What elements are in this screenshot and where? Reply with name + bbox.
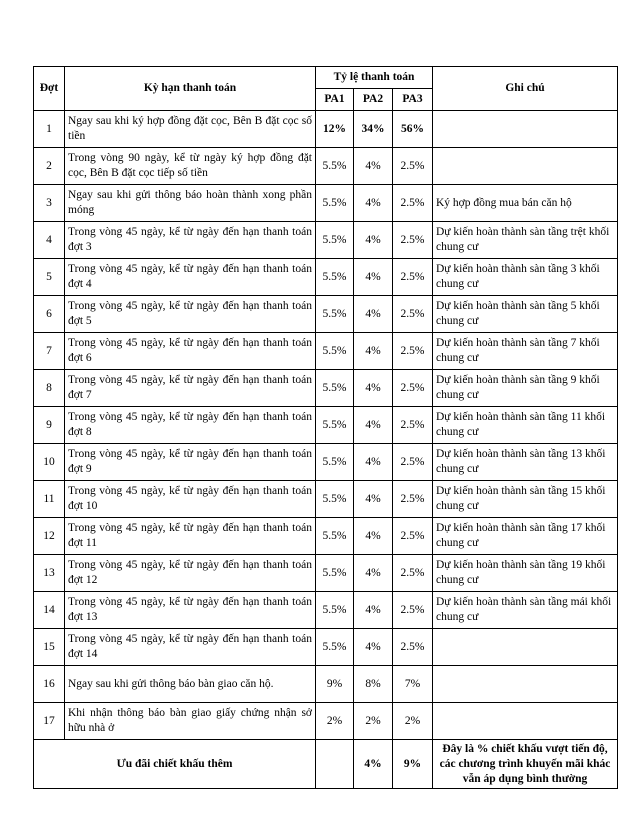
row-pa3: 2.5% — [393, 518, 433, 555]
row-pa3: 2.5% — [393, 259, 433, 296]
header-pa2: PA2 — [354, 89, 393, 111]
row-note: Dự kiến hoàn thành sàn tầng 11 khối chung cư — [433, 407, 618, 444]
table-row — [34, 518, 618, 555]
table-row — [34, 703, 618, 740]
row-pa2: 4% — [354, 259, 393, 296]
row-term: Trong vòng 45 ngày, kể từ ngày đến hạn thanh toán đợt 7 — [65, 370, 316, 407]
header-pa1: PA1 — [316, 89, 354, 111]
header-rate-group: Tỷ lệ thanh toán — [316, 67, 433, 89]
row-dot: 2 — [34, 148, 65, 185]
row-note: Dự kiến hoàn thành sàn tầng trệt khối chung cư — [433, 222, 618, 259]
table-row — [34, 296, 618, 333]
row-term: Trong vòng 45 ngày, kể từ ngày đến hạn thanh toán đợt 11 — [65, 518, 316, 555]
row-pa1: 5.5% — [316, 407, 354, 444]
row-pa1: 5.5% — [316, 333, 354, 370]
row-dot: 6 — [34, 296, 65, 333]
row-pa1: 5.5% — [316, 592, 354, 629]
row-pa3: 2.5% — [393, 148, 433, 185]
row-pa2: 2% — [354, 703, 393, 740]
row-dot: 10 — [34, 444, 65, 481]
row-pa1: 5.5% — [316, 259, 354, 296]
row-dot: 15 — [34, 629, 65, 666]
row-note: Dự kiến hoàn thành sàn tầng 5 khối chung cư — [433, 296, 618, 333]
header-dot: Đợt — [34, 67, 65, 111]
row-term: Ngay sau khi gửi thông báo bàn giao căn hộ. — [65, 666, 316, 703]
row-term: Trong vòng 45 ngày, kể từ ngày đến hạn thanh toán đợt 5 — [65, 296, 316, 333]
row-pa2: 4% — [354, 222, 393, 259]
header-pa3: PA3 — [393, 89, 433, 111]
row-pa3: 2.5% — [393, 333, 433, 370]
row-note — [433, 666, 618, 703]
table-row — [34, 111, 618, 148]
footer-row — [34, 740, 618, 789]
row-pa1: 2% — [316, 703, 354, 740]
row-note: Dự kiến hoàn thành sàn tầng mái khối chung cư — [433, 592, 618, 629]
row-dot: 4 — [34, 222, 65, 259]
row-term: Trong vòng 45 ngày, kể từ ngày đến hạn thanh toán đợt 6 — [65, 333, 316, 370]
row-term: Ngay sau khi gửi thông báo hoàn thành xong phần móng — [65, 185, 316, 222]
row-pa3: 2.5% — [393, 481, 433, 518]
row-note — [433, 703, 618, 740]
row-note — [433, 111, 618, 148]
row-pa3: 2.5% — [393, 185, 433, 222]
row-note: Dự kiến hoàn thành sàn tầng 19 khối chung cư — [433, 555, 618, 592]
row-dot: 7 — [34, 333, 65, 370]
row-note: Dự kiến hoàn thành sàn tầng 15 khối chung cư — [433, 481, 618, 518]
row-pa2: 4% — [354, 629, 393, 666]
row-pa2: 34% — [354, 111, 393, 148]
row-pa2: 4% — [354, 296, 393, 333]
table-row — [34, 481, 618, 518]
row-pa3: 56% — [393, 111, 433, 148]
row-pa2: 8% — [354, 666, 393, 703]
footer-pa2: 4% — [354, 740, 393, 789]
row-dot: 14 — [34, 592, 65, 629]
row-term: Trong vòng 45 ngày, kể từ ngày đến hạn thanh toán đợt 14 — [65, 629, 316, 666]
table-row — [34, 148, 618, 185]
footer-label: Ưu đãi chiết khấu thêm — [34, 740, 316, 789]
row-dot: 8 — [34, 370, 65, 407]
table-row — [34, 444, 618, 481]
row-term: Trong vòng 45 ngày, kể từ ngày đến hạn thanh toán đợt 10 — [65, 481, 316, 518]
row-note: Dự kiến hoàn thành sàn tầng 7 khối chung cư — [433, 333, 618, 370]
row-pa3: 2.5% — [393, 296, 433, 333]
row-pa3: 2.5% — [393, 592, 433, 629]
row-pa1: 5.5% — [316, 185, 354, 222]
row-note: Dự kiến hoàn thành sàn tầng 3 khối chung cư — [433, 259, 618, 296]
row-pa1: 5.5% — [316, 370, 354, 407]
table-row — [34, 333, 618, 370]
table-row — [34, 370, 618, 407]
row-pa1: 5.5% — [316, 518, 354, 555]
row-pa3: 2.5% — [393, 629, 433, 666]
row-pa3: 2.5% — [393, 222, 433, 259]
row-term: Trong vòng 45 ngày, kể từ ngày đến hạn thanh toán đợt 9 — [65, 444, 316, 481]
row-dot: 16 — [34, 666, 65, 703]
row-dot: 1 — [34, 111, 65, 148]
row-pa3: 2% — [393, 703, 433, 740]
row-pa2: 4% — [354, 185, 393, 222]
row-note: Dự kiến hoàn thành sàn tầng 9 khối chung cư — [433, 370, 618, 407]
row-pa1: 12% — [316, 111, 354, 148]
row-pa2: 4% — [354, 518, 393, 555]
row-note: Ký hợp đồng mua bán căn hộ — [433, 185, 618, 222]
row-dot: 12 — [34, 518, 65, 555]
row-term: Trong vòng 90 ngày, kể từ ngày ký hợp đồng đặt cọc, Bên B đặt cọc tiếp số tiền — [65, 148, 316, 185]
header-note: Ghi chú — [433, 67, 618, 111]
table-row — [34, 222, 618, 259]
row-term: Trong vòng 45 ngày, kể từ ngày đến hạn thanh toán đợt 4 — [65, 259, 316, 296]
row-note: Dự kiến hoàn thành sàn tầng 13 khối chung cư — [433, 444, 618, 481]
row-pa1: 5.5% — [316, 222, 354, 259]
row-pa2: 4% — [354, 370, 393, 407]
row-pa3: 2.5% — [393, 407, 433, 444]
row-pa2: 4% — [354, 148, 393, 185]
row-pa1: 5.5% — [316, 555, 354, 592]
table-row — [34, 629, 618, 666]
row-pa2: 4% — [354, 555, 393, 592]
header-term: Kỳ hạn thanh toán — [65, 67, 316, 111]
table-row — [34, 407, 618, 444]
row-dot: 11 — [34, 481, 65, 518]
row-term: Trong vòng 45 ngày, kể từ ngày đến hạn thanh toán đợt 3 — [65, 222, 316, 259]
footer-pa1 — [316, 740, 354, 789]
row-dot: 5 — [34, 259, 65, 296]
row-note — [433, 629, 618, 666]
table-row — [34, 555, 618, 592]
row-dot: 9 — [34, 407, 65, 444]
row-pa1: 5.5% — [316, 444, 354, 481]
row-term: Khi nhận thông báo bàn giao giấy chứng nhận sở hữu nhà ở — [65, 703, 316, 740]
row-note: Dự kiến hoàn thành sàn tầng 17 khối chung cư — [433, 518, 618, 555]
row-note — [433, 148, 618, 185]
table-row — [34, 259, 618, 296]
row-pa1: 9% — [316, 666, 354, 703]
row-dot: 13 — [34, 555, 65, 592]
row-pa3: 2.5% — [393, 555, 433, 592]
table-row — [34, 185, 618, 222]
row-pa1: 5.5% — [316, 148, 354, 185]
footer-pa3: 9% — [393, 740, 433, 789]
row-dot: 17 — [34, 703, 65, 740]
row-term: Trong vòng 45 ngày, kể từ ngày đến hạn thanh toán đợt 13 — [65, 592, 316, 629]
row-pa2: 4% — [354, 333, 393, 370]
row-term: Trong vòng 45 ngày, kể từ ngày đến hạn thanh toán đợt 12 — [65, 555, 316, 592]
row-dot: 3 — [34, 185, 65, 222]
row-pa3: 2.5% — [393, 444, 433, 481]
row-term: Ngay sau khi ký hợp đồng đặt cọc, Bên B đặt cọc số tiền — [65, 111, 316, 148]
header-row — [34, 67, 618, 89]
row-pa3: 7% — [393, 666, 433, 703]
row-pa2: 4% — [354, 481, 393, 518]
row-term: Trong vòng 45 ngày, kể từ ngày đến hạn thanh toán đợt 8 — [65, 407, 316, 444]
row-pa1: 5.5% — [316, 296, 354, 333]
row-pa1: 5.5% — [316, 629, 354, 666]
row-pa3: 2.5% — [393, 370, 433, 407]
footer-note: Đây là % chiết khấu vượt tiến độ, các chương trình khuyến mãi khác vẫn áp dụng bình thường — [433, 740, 618, 789]
payment-schedule-table — [33, 66, 618, 789]
table-row — [34, 592, 618, 629]
row-pa2: 4% — [354, 407, 393, 444]
row-pa2: 4% — [354, 592, 393, 629]
table-row — [34, 666, 618, 703]
row-pa2: 4% — [354, 444, 393, 481]
row-pa1: 5.5% — [316, 481, 354, 518]
